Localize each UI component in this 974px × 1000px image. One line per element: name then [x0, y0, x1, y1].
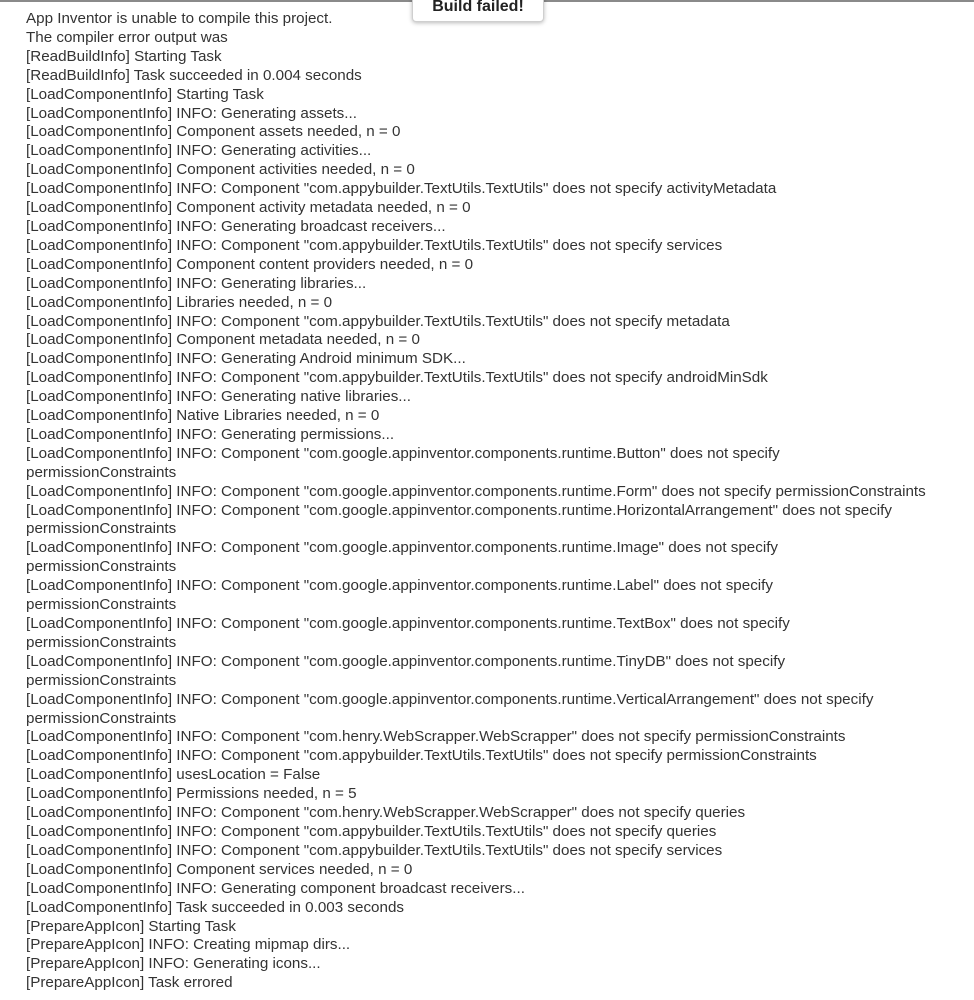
- log-line: [LoadComponentInfo] INFO: Component "com.google.appinventor.components.runtime.Form" does not specify permissionConstraints: [26, 482, 926, 500]
- log-line: [LoadComponentInfo] INFO: Generating permissions...: [26, 425, 395, 443]
- log-line: [LoadComponentInfo] Permissions needed, n = 5: [26, 785, 357, 803]
- log-line: [LoadComponentInfo] INFO: Component "com.appybuilder.TextUtils.TextUtils" does not specify queries: [26, 822, 717, 840]
- log-line: [LoadComponentInfo] INFO: Component "com.henry.WebScrapper.WebScrapper" does not specify permissionConstraints: [26, 728, 846, 746]
- log-line: [LoadComponentInfo] INFO: Component "com.google.appinventor.components.runtime.Label" does not specify permissionConstraints: [26, 577, 773, 614]
- log-line: [LoadComponentInfo] INFO: Component "com.appybuilder.TextUtils.TextUtils" does not specify metadata: [26, 312, 730, 330]
- log-line: [LoadComponentInfo] Component activities needed, n = 0: [26, 161, 415, 179]
- build-failed-toast: [412, 0, 544, 22]
- log-line: [PrepareAppIcon] INFO: Generating icons...: [26, 955, 321, 973]
- log-line: [LoadComponentInfo] Libraries needed, n = 0: [26, 293, 333, 311]
- log-line: [ReadBuildInfo] Starting Task: [26, 47, 222, 65]
- log-line: [LoadComponentInfo] INFO: Generating activities...: [26, 142, 372, 160]
- log-line: [LoadComponentInfo] INFO: Component "com.google.appinventor.components.runtime.HorizontalArrangement" does not specify permissionConstraints: [26, 501, 892, 538]
- log-line: The compiler error output was: [26, 28, 228, 46]
- log-line: [LoadComponentInfo] Native Libraries needed, n = 0: [26, 407, 380, 425]
- log-line: [LoadComponentInfo] INFO: Generating assets...: [26, 104, 357, 122]
- compiler-error-log: [26, 10, 961, 993]
- log-line: [LoadComponentInfo] Starting Task: [26, 85, 264, 103]
- log-line: App Inventor is unable to compile this project.: [26, 10, 333, 27]
- log-line: [LoadComponentInfo] Component services needed, n = 0: [26, 860, 413, 878]
- log-line: [LoadComponentInfo] INFO: Component "com.appybuilder.TextUtils.TextUtils" does not specify androidMinSdk: [26, 369, 768, 387]
- log-line: [PrepareAppIcon] INFO: Creating mipmap dirs...: [26, 936, 351, 954]
- log-line: [LoadComponentInfo] Component assets needed, n = 0: [26, 123, 401, 141]
- log-line: [LoadComponentInfo] INFO: Component "com.google.appinventor.components.runtime.Button" does not specify permissionConstraints: [26, 444, 780, 481]
- log-line: [LoadComponentInfo] INFO: Generating component broadcast receivers...: [26, 879, 525, 897]
- log-line: [LoadComponentInfo] Task succeeded in 0.003 seconds: [26, 898, 404, 916]
- log-line: [LoadComponentInfo] INFO: Generating libraries...: [26, 274, 367, 292]
- log-line: [LoadComponentInfo] INFO: Component "com.google.appinventor.components.runtime.VerticalArrangement" does not specify permissionConstraints: [26, 690, 874, 727]
- log-line: [LoadComponentInfo] INFO: Generating native libraries...: [26, 388, 411, 406]
- log-line: [LoadComponentInfo] Component activity metadata needed, n = 0: [26, 199, 471, 217]
- log-line: [LoadComponentInfo] INFO: Component "com.appybuilder.TextUtils.TextUtils" does not specify activityMetadata: [26, 180, 777, 198]
- log-line: [LoadComponentInfo] INFO: Component "com.appybuilder.TextUtils.TextUtils" does not specify services: [26, 841, 723, 859]
- log-line: [LoadComponentInfo] INFO: Generating Android minimum SDK...: [26, 350, 466, 368]
- log-line: [LoadComponentInfo] INFO: Component "com.google.appinventor.components.runtime.Image" does not specify permissionConstraints: [26, 539, 779, 576]
- log-line: [LoadComponentInfo] Component content providers needed, n = 0: [26, 255, 474, 273]
- log-line: [LoadComponentInfo] INFO: Component "com.appybuilder.TextUtils.TextUtils" does not specify permissionConstraints: [26, 747, 817, 765]
- log-line: [LoadComponentInfo] INFO: Component "com.appybuilder.TextUtils.TextUtils" does not specify services: [26, 236, 723, 254]
- log-line: [ReadBuildInfo] Task succeeded in 0.004 seconds: [26, 66, 362, 84]
- log-line: [PrepareAppIcon] Starting Task: [26, 917, 236, 935]
- log-line: [PrepareAppIcon] Task errored: [26, 974, 233, 992]
- log-line: [LoadComponentInfo] INFO: Component "com.google.appinventor.components.runtime.TextBox" does not specify permissionConstraints: [26, 615, 790, 651]
- log-line: [LoadComponentInfo] usesLocation = False: [26, 766, 321, 784]
- log-line: [LoadComponentInfo] INFO: Component "com.henry.WebScrapper.WebScrapper" does not specify queries: [26, 804, 746, 822]
- log-line: [LoadComponentInfo] Component metadata needed, n = 0: [26, 331, 420, 349]
- log-line: [LoadComponentInfo] INFO: Generating broadcast receivers...: [26, 217, 446, 235]
- toast-title: Build failed!: [432, 0, 524, 15]
- log-line: [LoadComponentInfo] INFO: Component "com.google.appinventor.components.runtime.TinyDB" does not specify permissionConstraints: [26, 652, 786, 689]
